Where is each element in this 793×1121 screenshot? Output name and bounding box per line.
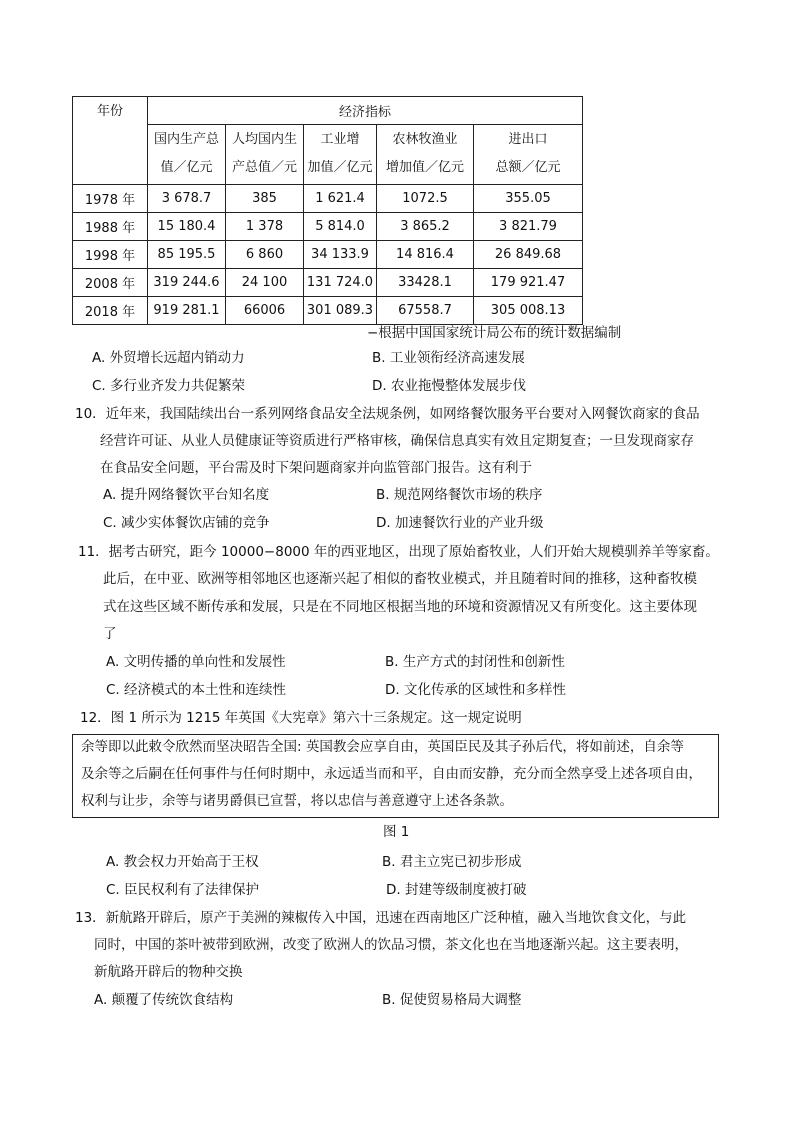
q11-option-a[interactable]: A. 文明传播的单向性和发展性 xyxy=(106,654,286,670)
q12-option-b[interactable]: B. 君主立宪已初步形成 xyxy=(382,854,522,870)
q13-stem-line: 新航路开辟后的物种交换 xyxy=(94,964,243,980)
q10-option-d[interactable]: D. 加速餐饮行业的产业升级 xyxy=(376,515,544,531)
table-cell: 3 821.79 xyxy=(474,213,583,241)
table-cell: 24 100 xyxy=(226,269,304,297)
column-header: 人均国内生 产总值／元 xyxy=(226,124,304,184)
table-row xyxy=(73,241,583,269)
q10-option-a[interactable]: A. 提升网络餐饮平台知名度 xyxy=(103,487,270,503)
year-cell: 2018 年 xyxy=(73,297,148,325)
table-cell: 26 849.68 xyxy=(474,241,583,269)
table-cell: 305 008.13 xyxy=(474,297,583,325)
q13-option-a[interactable]: A. 颠覆了传统饮食结构 xyxy=(94,992,234,1008)
table-cell: 179 921.47 xyxy=(474,269,583,297)
figure-caption: 图 1 xyxy=(383,824,410,840)
q12-stem: 12．图 1 所示为 1215 年英国《大宪章》第六十三条规定。这一规定说明 xyxy=(80,710,522,726)
excerpt-line: 及余等之后嗣在任何事件与任何时期中，永远适当而和平，自由而安静，充分而全然享受上述各项自由， xyxy=(81,766,702,782)
q11-stem-line: 了 xyxy=(103,626,117,642)
q11-stem-line: 此后，在中亚、欧洲等相邻地区也逐渐兴起了相似的畜牧业模式，并且随着时间的推移，这种畜牧模 xyxy=(103,571,697,587)
q10-stem-line: 在食品安全问题，平台需及时下架问题商家并向监管部门报告。这有利于 xyxy=(100,460,532,476)
q12-option-c[interactable]: C. 臣民权利有了法律保护 xyxy=(106,882,260,898)
q12-option-a[interactable]: A. 教会权力开始高于王权 xyxy=(106,854,259,870)
q9-option-c[interactable]: C. 多行业齐发力共促繁荣 xyxy=(92,378,246,394)
table-cell: 85 195.5 xyxy=(148,241,226,269)
q10-option-c[interactable]: C. 减少实体餐饮店铺的竞争 xyxy=(103,515,270,531)
q11-option-d[interactable]: D. 文化传承的区域性和多样性 xyxy=(385,682,566,698)
table-row xyxy=(73,185,583,213)
year-cell: 2008 年 xyxy=(73,269,148,297)
q13-stem-line: 同时，中国的茶叶被带到欧洲，改变了欧洲人的饮品习惯，茶文化也在当地逐渐兴起。这主要表明， xyxy=(94,937,688,953)
year-cell: 1978 年 xyxy=(73,185,148,213)
q13-stem-line: 13．新航路开辟后，原产于美洲的辣椒传入中国，迅速在西南地区广泛种植，融入当地饮食文化，与此 xyxy=(75,910,687,926)
table-cell: 5 814.0 xyxy=(304,213,377,241)
q10-option-b[interactable]: B. 规范网络餐饮市场的秩序 xyxy=(376,487,543,503)
table-cell: 301 089.3 xyxy=(304,297,377,325)
table-cell: 3 865.2 xyxy=(377,213,474,241)
column-header: 农林牧渔业 增加值／亿元 xyxy=(377,124,474,184)
year-cell: 1998 年 xyxy=(73,241,148,269)
year-cell: 1988 年 xyxy=(73,213,148,241)
table-cell: 34 133.9 xyxy=(304,241,377,269)
column-header: 工业增 加值／亿元 xyxy=(304,124,377,184)
table-row xyxy=(73,213,583,241)
table-cell: 319 244.6 xyxy=(148,269,226,297)
q9-option-a[interactable]: A. 外贸增长远超内销动力 xyxy=(92,350,245,366)
q9-option-b[interactable]: B. 工业领衔经济高速发展 xyxy=(372,350,525,366)
table-cell: 6 860 xyxy=(226,241,304,269)
table-row xyxy=(73,269,583,297)
table-cell: 14 816.4 xyxy=(377,241,474,269)
magna-carta-excerpt-box xyxy=(72,734,719,818)
column-header: 国内生产总 值／亿元 xyxy=(148,124,226,184)
q10-stem-line: 10．近年来，我国陆续出台一系列网络食品安全法规条例，如网络餐饮服务平台要对入网餐饮商家的食品 xyxy=(75,406,700,422)
table-cell: 385 xyxy=(226,185,304,213)
q10-stem-line: 经营许可证、从业人员健康证等资质进行严格审核，确保信息真实有效且定期复查；一旦发现商家存 xyxy=(100,433,694,449)
group-header: 经济指标 xyxy=(148,97,583,125)
table-cell: 33428.1 xyxy=(377,269,474,297)
table-cell: 355.05 xyxy=(474,185,583,213)
table-cell: 131 724.0 xyxy=(304,269,377,297)
table-source-note: −根据中国国家统计局公布的统计数据编制 xyxy=(367,325,622,341)
q12-option-d[interactable]: D. 封建等级制度被打破 xyxy=(386,882,527,898)
table-cell: 67558.7 xyxy=(377,297,474,325)
table-cell: 1 378 xyxy=(226,213,304,241)
table-cell: 66006 xyxy=(226,297,304,325)
q11-option-b[interactable]: B. 生产方式的封闭性和创新性 xyxy=(385,654,565,670)
year-header: 年份 xyxy=(73,97,148,185)
q13-option-b[interactable]: B. 促使贸易格局大调整 xyxy=(382,992,522,1008)
table-cell: 1072.5 xyxy=(377,185,474,213)
q9-option-d[interactable]: D. 农业拖慢整体发展步伐 xyxy=(372,378,526,394)
q11-stem-line: 式在这些区域不断传承和发展，只是在不同地区根据当地的环境和资源情况又有所变化。这主要体现 xyxy=(103,599,697,615)
column-header: 进出口 总额／亿元 xyxy=(474,124,583,184)
table-cell: 15 180.4 xyxy=(148,213,226,241)
table-cell: 3 678.7 xyxy=(148,185,226,213)
excerpt-line: 余等即以此敕令欣然而坚决昭告全国: 英国教会应享自由，英国臣民及其子孙后代，将如前述，自余等 xyxy=(81,739,684,755)
table-cell: 919 281.1 xyxy=(148,297,226,325)
excerpt-line: 权利与让步，余等与诸男爵俱已宣誓，将以忠信与善意遵守上述各条款。 xyxy=(81,793,513,809)
q11-stem-line: 11．据考古研究，距今 10000−8000 年的西亚地区，出现了原始畜牧业，人们开始大规模驯养羊等家畜。 xyxy=(78,544,719,560)
economic-indicators-table xyxy=(72,96,583,325)
table-cell: 1 621.4 xyxy=(304,185,377,213)
q11-option-c[interactable]: C. 经济模式的本土性和连续性 xyxy=(106,682,287,698)
